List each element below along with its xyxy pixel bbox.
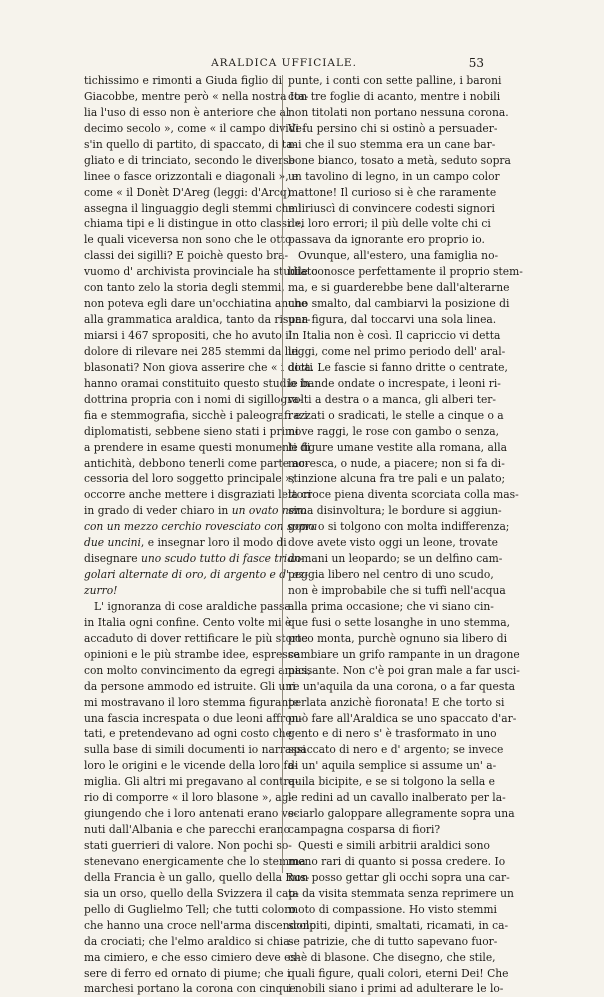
text-line bbox=[288, 758, 497, 774]
text-line bbox=[288, 376, 501, 392]
text-line bbox=[288, 599, 494, 615]
line-text: ma cimiero, e che esso cimiero deve es- bbox=[84, 950, 300, 964]
text-line bbox=[288, 950, 496, 966]
line-text: fia e stemmografia, sicchè i paleografi e i bbox=[84, 408, 308, 422]
line-text: moto di compassione. Ho visto stemmi bbox=[288, 902, 497, 916]
line-text: sciarlo galoppare allegramente sopra una bbox=[288, 807, 515, 821]
text-line bbox=[84, 296, 308, 312]
line-text: leggi, come nel primo periodo dell' aral- bbox=[288, 344, 506, 358]
text-line bbox=[84, 631, 308, 647]
text-line bbox=[288, 137, 496, 153]
line-text: mi che il suo stemma era un cane bar- bbox=[288, 137, 496, 151]
line-text: di un' aquila semplice si assume un' a- bbox=[288, 759, 497, 773]
line-text: da persone ammodo ed istruite. Gli uni bbox=[84, 679, 296, 693]
text-line bbox=[288, 73, 502, 89]
line-text: sia un orso, quello della Svizzera il cap- bbox=[84, 886, 299, 900]
line-text: con tanto zelo la storia degli stemmi, bbox=[84, 281, 285, 295]
text-line bbox=[84, 424, 299, 440]
line-text: re un'aquila da una corona, o a far questa bbox=[288, 679, 516, 693]
line-text: la croce piena diventa scorciata colla mas- bbox=[288, 488, 519, 502]
line-text: una figura, dal toccarvi una sola linea. bbox=[288, 313, 497, 327]
line-text: dei loro errori; il più delle volte chi ci bbox=[288, 217, 491, 231]
text-line bbox=[84, 440, 311, 456]
text-line bbox=[288, 966, 509, 982]
line-text: in grado di veder chiaro in bbox=[84, 504, 232, 518]
text-line bbox=[84, 328, 293, 344]
line-text: con molto convincimento da egregi amici, bbox=[84, 663, 311, 677]
text-line bbox=[288, 918, 509, 934]
line-text: alla grammatica araldica, tanto da rispar- bbox=[84, 313, 311, 327]
line-text: giungendo che i loro antenati erano ve- bbox=[84, 807, 298, 821]
line-text: accaduto di dover rettificare le più storte bbox=[84, 631, 308, 645]
text-line bbox=[288, 854, 506, 870]
line-text: stinzione alcuna fra tre pali e un palato; bbox=[288, 472, 506, 486]
text-line bbox=[84, 487, 312, 503]
text-line bbox=[84, 679, 296, 695]
text-line bbox=[288, 169, 500, 185]
line-text: cambiare un grifo rampante in un dragone bbox=[288, 647, 520, 661]
line-text: disegnare bbox=[84, 552, 141, 566]
left-column bbox=[84, 73, 318, 997]
text-line bbox=[84, 599, 291, 615]
text-line bbox=[84, 567, 309, 583]
line-text: meno rari di quanto si possa credere. Io bbox=[288, 854, 506, 868]
line-text: nove raggi, le rose con gambo o senza, bbox=[288, 424, 499, 438]
text-line bbox=[84, 280, 285, 296]
line-text: bone bianco, tosato a metà, seduto sopra bbox=[288, 153, 511, 167]
text-line bbox=[84, 169, 299, 185]
line-text: sere di ferro ed ornato di piume; che i bbox=[84, 966, 291, 980]
text-line bbox=[288, 89, 501, 105]
line-text: sulla base di simili documenti io narrassi bbox=[84, 743, 306, 757]
text-line bbox=[84, 822, 291, 838]
text-line bbox=[288, 392, 497, 408]
line-text: tichissimo e rimonti a Giuda figlio di bbox=[84, 74, 282, 87]
text-line bbox=[84, 105, 290, 121]
text-line bbox=[84, 89, 309, 105]
text-line bbox=[84, 663, 311, 679]
line-text: mattone! Il curioso si è che raramente bbox=[288, 185, 497, 199]
line-text: Questi e simili arbitrii araldici sono bbox=[298, 839, 490, 852]
right-column bbox=[288, 73, 523, 997]
line-text: nuti dall'Albania e che parecchi erano bbox=[84, 823, 291, 837]
line-text: chiama tipi e li distingue in otto classi », bbox=[84, 217, 304, 231]
text-line bbox=[84, 711, 303, 727]
line-text: della Francia è un gallo, quello della Rus- bbox=[84, 870, 310, 884]
text-line bbox=[288, 344, 506, 360]
text-line bbox=[288, 248, 499, 264]
text-line bbox=[84, 503, 307, 519]
text-line bbox=[84, 758, 298, 774]
text-line bbox=[288, 870, 510, 886]
line-text: non poteva egli dare un'occhiatina anche bbox=[84, 297, 308, 311]
text-line bbox=[84, 695, 299, 711]
text-line bbox=[288, 360, 508, 376]
text-line bbox=[288, 726, 497, 742]
text-line bbox=[288, 408, 504, 424]
text-line bbox=[288, 583, 506, 599]
line-text: gento e di nero s' è trasformato in uno bbox=[288, 727, 497, 741]
text-line bbox=[84, 153, 296, 169]
text-line bbox=[84, 981, 296, 997]
text-line bbox=[84, 456, 309, 472]
line-text: diplomatisti, sebbene sieno stati i primi bbox=[84, 424, 299, 438]
text-line bbox=[288, 535, 498, 551]
line-text: come « il Donèt D'Areg (leggi: d'Arcq) bbox=[84, 185, 291, 199]
running-title: ARALDICA UFFICIALE. bbox=[211, 57, 357, 69]
line-text: passava da ignorante ero proprio io. bbox=[288, 233, 485, 247]
text-line bbox=[288, 615, 511, 631]
text-line bbox=[288, 695, 505, 711]
italic-text: golari alternate di oro, di argento e d' az- bbox=[84, 568, 309, 582]
text-line bbox=[288, 886, 514, 902]
text-line bbox=[288, 551, 503, 567]
text-line bbox=[84, 248, 289, 264]
line-text: mi mostravano il loro stemma figurante bbox=[84, 695, 299, 709]
line-text: poco monta, purchè ognuno sia libero di bbox=[288, 631, 508, 645]
text-line bbox=[288, 471, 506, 487]
text-line bbox=[288, 503, 502, 519]
line-text: una fascia increspata o due leoni affron- bbox=[84, 711, 303, 725]
text-line bbox=[84, 647, 300, 663]
line-text: gono o si tolgono con molta indifferenza; bbox=[288, 520, 510, 534]
line-text: spaccato di nero e d' argento; se invece bbox=[288, 743, 504, 757]
line-text: sima disinvoltura; le bordure si aggiun- bbox=[288, 504, 502, 518]
line-text: gliato e di trinciato, secondo le diverse bbox=[84, 153, 296, 167]
line-text: non è improbabile che si tuffi nell'acqua bbox=[288, 584, 506, 597]
text-line bbox=[288, 774, 495, 790]
text-line bbox=[84, 854, 306, 870]
line-text: alla prima occasione; che vi siano cin- bbox=[288, 599, 494, 613]
text-line bbox=[288, 424, 499, 440]
line-text: non titolati non portano nessuna corona. bbox=[288, 105, 509, 119]
line-text: le redini ad un cavallo inalberato per la- bbox=[288, 791, 506, 805]
text-line bbox=[288, 121, 498, 137]
line-text: L' ignoranza di cose araldiche passa bbox=[94, 599, 291, 613]
text-line bbox=[84, 264, 318, 280]
text-line bbox=[84, 535, 287, 551]
line-text: moresca, o nude, a piacere; non si fa di- bbox=[288, 456, 505, 470]
column-divider bbox=[282, 75, 283, 873]
line-text: le bande ondate o increspate, i leoni ri- bbox=[288, 376, 501, 390]
line-text: mi riuscì di convincere codesti signori bbox=[288, 201, 495, 215]
text-line bbox=[84, 137, 297, 153]
text-line bbox=[84, 216, 304, 232]
text-line bbox=[84, 918, 317, 934]
text-line bbox=[84, 726, 292, 742]
text-line bbox=[84, 742, 306, 758]
text-line bbox=[84, 121, 306, 137]
line-text: pello di Guglielmo Tell; che tutti coloro bbox=[84, 902, 296, 916]
line-text: un tavolino di legno, in un campo color bbox=[288, 169, 500, 183]
text-line bbox=[288, 838, 490, 854]
line-text: le figure umane vestite alla romana, alla bbox=[288, 440, 508, 454]
text-line bbox=[84, 519, 318, 535]
line-text: In Italia non è così. Il capriccio vi detta bbox=[288, 329, 501, 342]
text-line bbox=[288, 981, 504, 997]
line-text: i nobili siano i primi ad adulterare le lo- bbox=[288, 982, 504, 996]
line-text: Giacobbe, mentre però « nella nostra Ita- bbox=[84, 89, 309, 103]
line-text: scolpiti, dipinti, smaltati, ricamati, in ca- bbox=[288, 918, 509, 932]
text-line bbox=[288, 806, 515, 822]
line-text: dica. Le fascie si fanno dritte o centrate, bbox=[288, 360, 508, 374]
text-line bbox=[288, 264, 523, 280]
text-line bbox=[288, 216, 491, 232]
line-text: lia l'uso di esso non è anteriore che al bbox=[84, 105, 290, 119]
line-text: ta da visita stemmata senza reprimere un bbox=[288, 886, 514, 900]
text-line bbox=[84, 551, 305, 567]
line-text: dolore di rilevare nei 285 stemmi da lui bbox=[84, 344, 299, 358]
line-text: cessoria del loro soggetto principale »; bbox=[84, 472, 296, 486]
line-text: campagna cosparsa di fiori? bbox=[288, 823, 441, 837]
italic-text: con un mezzo cerchio rovesciato con sopra bbox=[84, 520, 318, 534]
line-text: punte, i conti con sette palline, i baroni bbox=[288, 74, 502, 87]
line-text: stenevano energicamente che lo stemma bbox=[84, 854, 306, 868]
text-line bbox=[84, 950, 300, 966]
line-text: da crociati; che l'elmo araldico si chia- bbox=[84, 934, 294, 948]
text-line bbox=[84, 360, 313, 376]
text-line bbox=[84, 790, 293, 806]
line-text: se patrizie, che di tutto sapevano fuor- bbox=[288, 934, 498, 948]
text-line bbox=[288, 232, 486, 248]
line-text: Ovunque, all'estero, una famiglia no- bbox=[298, 249, 499, 263]
italic-text: due uncini bbox=[84, 536, 141, 550]
line-text: que fusi o sette losanghe in uno stemma, bbox=[288, 615, 511, 629]
text-line bbox=[288, 711, 517, 727]
line-text: chè di blasone. Che disegno, che stile, bbox=[288, 950, 496, 964]
running-head bbox=[84, 57, 484, 73]
text-line bbox=[84, 201, 305, 217]
line-text: linee o fasce orizzontali e diagonali », e bbox=[84, 169, 299, 183]
line-text: quila bicipite, e se si tolgono la sella e bbox=[288, 775, 495, 789]
line-text: può fare all'Araldica se uno spaccato d'ar- bbox=[288, 711, 517, 725]
line-text: uno smalto, dal cambiarvi la posizione di bbox=[288, 297, 510, 311]
text-line bbox=[288, 201, 495, 217]
line-text: che hanno una croce nell'arma discendono bbox=[84, 918, 317, 932]
line-text: perlata anzichè fioronata! E che torto si bbox=[288, 695, 505, 709]
line-text: dove avete visto oggi un leone, trovate bbox=[288, 536, 498, 550]
text-line bbox=[84, 185, 291, 201]
line-text: antichità, debbono tenerli come parte ac- bbox=[84, 456, 309, 470]
line-text: tati, e pretendevano ad ogni costo che bbox=[84, 727, 292, 741]
text-line bbox=[288, 742, 504, 758]
text-line bbox=[288, 567, 494, 583]
line-text: dottrina propria con i nomi di sigillogra- bbox=[84, 392, 303, 406]
line-text: assegna il linguaggio degli stemmi che li bbox=[84, 201, 305, 215]
text-line bbox=[84, 376, 311, 392]
text-line bbox=[288, 902, 497, 918]
italic-text: uno scudo tutto di fasce trian- bbox=[141, 552, 305, 566]
line-text: decimo secolo », come « il campo divide- bbox=[84, 121, 306, 135]
text-line bbox=[288, 328, 501, 344]
line-text: opinioni e le più strambe idee, espresse bbox=[84, 647, 300, 661]
line-text: razzati o sradicati, le stelle a cinque o a bbox=[288, 408, 504, 422]
text-line bbox=[84, 774, 299, 790]
line-text: peggia libero nel centro di uno scudo, bbox=[288, 568, 494, 582]
text-line bbox=[288, 296, 510, 312]
line-text: stati guerrieri di valore. Non pochi so- bbox=[84, 839, 292, 852]
line-text: marchesi portano la corona con cinque bbox=[84, 982, 296, 996]
text-line bbox=[84, 934, 294, 950]
line-text: Vi fu persino chi si ostinò a persuader- bbox=[288, 121, 498, 135]
italic-text: un ovato nero bbox=[231, 504, 307, 518]
text-line bbox=[84, 471, 296, 487]
text-line bbox=[288, 312, 497, 328]
text-line bbox=[288, 679, 516, 695]
line-text: le quali viceversa non sono che le otto bbox=[84, 233, 292, 247]
line-text: quali figure, quali colori, eterni Dei! Che bbox=[288, 966, 509, 980]
line-text: miarsi i 467 spropositi, che ho avuto il bbox=[84, 329, 293, 342]
line-text: non posso gettar gli occhi sopra una car- bbox=[288, 870, 510, 884]
line-text: loro le origini e le vicende della loro fa- bbox=[84, 759, 298, 773]
line-text: domani un leopardo; se un delfino cam- bbox=[288, 552, 503, 566]
line-text: occorre anche mettere i disgraziati lettori bbox=[84, 488, 312, 502]
text-line bbox=[288, 790, 506, 806]
text-line bbox=[288, 519, 510, 535]
line-text: ma, e si guarderebbe bene dall'alterarne bbox=[288, 281, 510, 295]
text-line bbox=[288, 105, 509, 121]
text-line bbox=[288, 647, 520, 663]
line-text: con tre foglie di acanto, mentre i nobili bbox=[288, 89, 501, 103]
text-line bbox=[84, 966, 291, 982]
text-line bbox=[84, 73, 282, 89]
text-line bbox=[288, 822, 486, 838]
text-line bbox=[84, 232, 292, 248]
line-text: vuomo d' archivista provinciale ha studiato bbox=[84, 265, 318, 279]
line-text: rio di comporre « il loro blasone », ag- bbox=[84, 791, 293, 805]
text-line bbox=[84, 902, 296, 918]
line-text: , e insegnar loro il modo di bbox=[140, 536, 287, 550]
line-text: classi dei sigilli? E poichè questo bra- bbox=[84, 249, 289, 263]
text-line bbox=[288, 440, 508, 456]
page-number: 53 bbox=[468, 56, 484, 70]
text-line bbox=[84, 344, 299, 360]
text-line bbox=[288, 153, 511, 169]
text-line bbox=[84, 806, 298, 822]
line-text: volti a destra o a manca, gli alberi ter- bbox=[288, 392, 497, 406]
line-text: passante. Non c'è poi gran male a far usci- bbox=[288, 663, 520, 677]
text-line bbox=[84, 838, 292, 854]
text-line bbox=[288, 185, 497, 201]
text-line bbox=[288, 280, 510, 296]
line-text: a prendere in esame questi monumenti di bbox=[84, 440, 311, 454]
text-line bbox=[84, 408, 308, 424]
text-line bbox=[288, 456, 505, 472]
line-text: hanno oramai constituito questo studio in bbox=[84, 376, 311, 390]
text-line bbox=[288, 934, 498, 950]
text-line bbox=[84, 615, 292, 631]
text-line bbox=[84, 870, 310, 886]
text-line bbox=[288, 487, 519, 503]
italic-text: zurro! bbox=[84, 584, 118, 597]
line-text: in Italia ogni confine. Cento volte mi è bbox=[84, 615, 292, 629]
text-line bbox=[84, 886, 299, 902]
line-text: miglia. Gli altri mi pregavano al contra- bbox=[84, 775, 299, 789]
text-line bbox=[288, 663, 520, 679]
text-line bbox=[84, 392, 303, 408]
text-line bbox=[84, 312, 311, 328]
text-line bbox=[288, 631, 508, 647]
text-line bbox=[84, 583, 282, 599]
line-text: bile conosce perfettamente il proprio stem- bbox=[288, 265, 523, 279]
line-text: s'in quello di partito, di spaccato, di ta- bbox=[84, 137, 297, 151]
line-text: blasonati? Non giova asserire che « i dotti bbox=[84, 360, 313, 374]
